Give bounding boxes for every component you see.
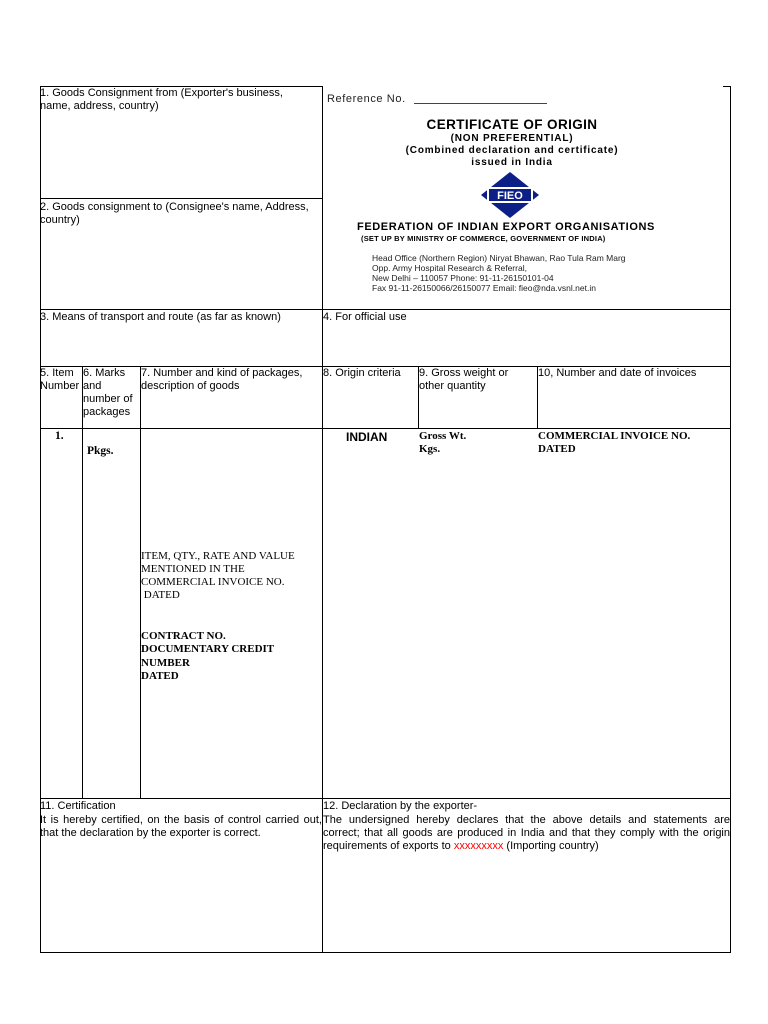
description-line-3: COMMERCIAL INVOICE NO. <box>141 576 285 588</box>
marks-pkgs: Pkgs. <box>87 445 114 457</box>
contract-line-1: CONTRACT NO. <box>141 630 226 642</box>
col6-header-line-4: packages <box>83 406 131 418</box>
col5-header-line-1: 5. Item <box>40 367 74 379</box>
invoice-block <box>538 430 728 456</box>
reference-underline <box>414 103 547 104</box>
box12-text-after: (Importing country) <box>503 840 599 852</box>
right-border <box>730 86 731 953</box>
col10-header: 10, Number and date of invoices <box>538 367 697 379</box>
header-row-bottom-line <box>40 428 731 429</box>
description-block <box>141 550 321 602</box>
reference-label-text: Reference No. <box>327 93 406 105</box>
address-line-3: New Delhi – 110057 Phone: 91-11-26150101-04 <box>372 273 554 283</box>
combined-declaration: (Combined declaration and certificate) <box>405 145 619 156</box>
address-line-4: Fax 91-11-26150066/26150077 Email: fieo@nda.vsnl.net.in <box>372 283 596 293</box>
contract-line-2: DOCUMENTARY CREDIT <box>141 643 275 656</box>
row3-top-line <box>40 309 731 310</box>
certificate-title: CERTIFICATE OF ORIGIN <box>426 117 598 132</box>
issued-in-india: issued in India <box>471 157 553 168</box>
box11-text: It is hereby certified, on the basis of control carried out, that the declaration by the exporter is correct. <box>40 814 322 839</box>
bottom-border <box>40 952 731 953</box>
col6-left-line <box>82 366 83 798</box>
gross-weight-line-1: Gross Wt. <box>419 430 467 442</box>
org-subtitle: (SET UP BY MINISTRY OF COMMERCE, GOVERNMENT OF INDIA) <box>361 234 606 243</box>
col7-header <box>141 367 321 393</box>
gross-weight-line-2: Kgs. <box>419 443 441 455</box>
org-name: FEDERATION OF INDIAN EXPORT ORGANISATIONS <box>357 221 655 233</box>
contract-line-4: DATED <box>141 669 179 682</box>
description-line-2: MENTIONED IN THE <box>141 563 245 575</box>
box11-label: 11. Certification <box>40 800 116 812</box>
box12-label: 12. Declaration by the exporter- <box>323 800 478 812</box>
gross-weight-block <box>419 430 535 456</box>
upper-center-divider <box>322 86 323 367</box>
invoice-line-2: DATED <box>538 443 576 455</box>
invoice-line-1: COMMERCIAL INVOICE NO. <box>538 430 691 442</box>
address-line-1: Head Office (Northern Region) Niryat Bhawan, Rao Tula Ram Marg <box>372 253 626 263</box>
description-line-4: DATED <box>141 589 180 601</box>
box2-label: 2. Goods consignment to (Consignee's name, Address, country) <box>40 201 309 226</box>
col7-header-line-2: description of goods <box>141 380 240 392</box>
logo-text: FIEO <box>497 190 523 202</box>
body-bottom-line <box>40 798 731 799</box>
col9-header-line-1: 9. Gross weight or <box>419 367 509 379</box>
fieo-logo-icon <box>481 172 539 218</box>
col9-header-line-2: other quantity <box>419 380 486 392</box>
reference-label <box>327 93 406 106</box>
col6-header <box>83 367 139 419</box>
col8-header: 8. Origin criteria <box>323 367 401 379</box>
contract-line-3: NUMBER <box>141 656 190 669</box>
box12-text <box>323 814 730 853</box>
origin-criteria-value: INDIAN <box>346 430 388 444</box>
box1-box2-divider <box>40 198 323 199</box>
item-number: 1. <box>55 430 64 442</box>
col5-header-line-2: Number <box>40 380 80 392</box>
box1-label: 1. Goods Consignment from (Exporter's business, name, address, country) <box>40 87 283 112</box>
col7-header-line-1: 7. Number and kind of packages, <box>141 367 303 379</box>
box4-label: 4. For official use <box>323 311 407 323</box>
col9-header <box>419 367 536 393</box>
certificate-subtitle: (NON PREFERENTIAL) <box>450 133 574 144</box>
importing-country-placeholder: xxxxxxxxx <box>453 840 504 852</box>
col5-header <box>40 367 82 393</box>
contract-block <box>141 630 321 683</box>
description-line-1: ITEM, QTY., RATE AND VALUE <box>141 550 295 562</box>
col8-left-line <box>322 366 323 953</box>
col6-header-line-1: 6. Marks <box>83 367 126 379</box>
col6-header-line-3: number of <box>83 393 133 405</box>
address-line-2: Opp. Army Hospital Research & Referral, <box>372 263 527 273</box>
box12-text-before: The undersigned hereby declares that the above details and statements are correct; that all goods are produced in India and that they comply with the origin requirements of exports to <box>323 814 730 852</box>
col6-header-line-2: and <box>83 380 102 392</box>
box3-label: 3. Means of transport and route (as far as known) <box>40 311 281 323</box>
